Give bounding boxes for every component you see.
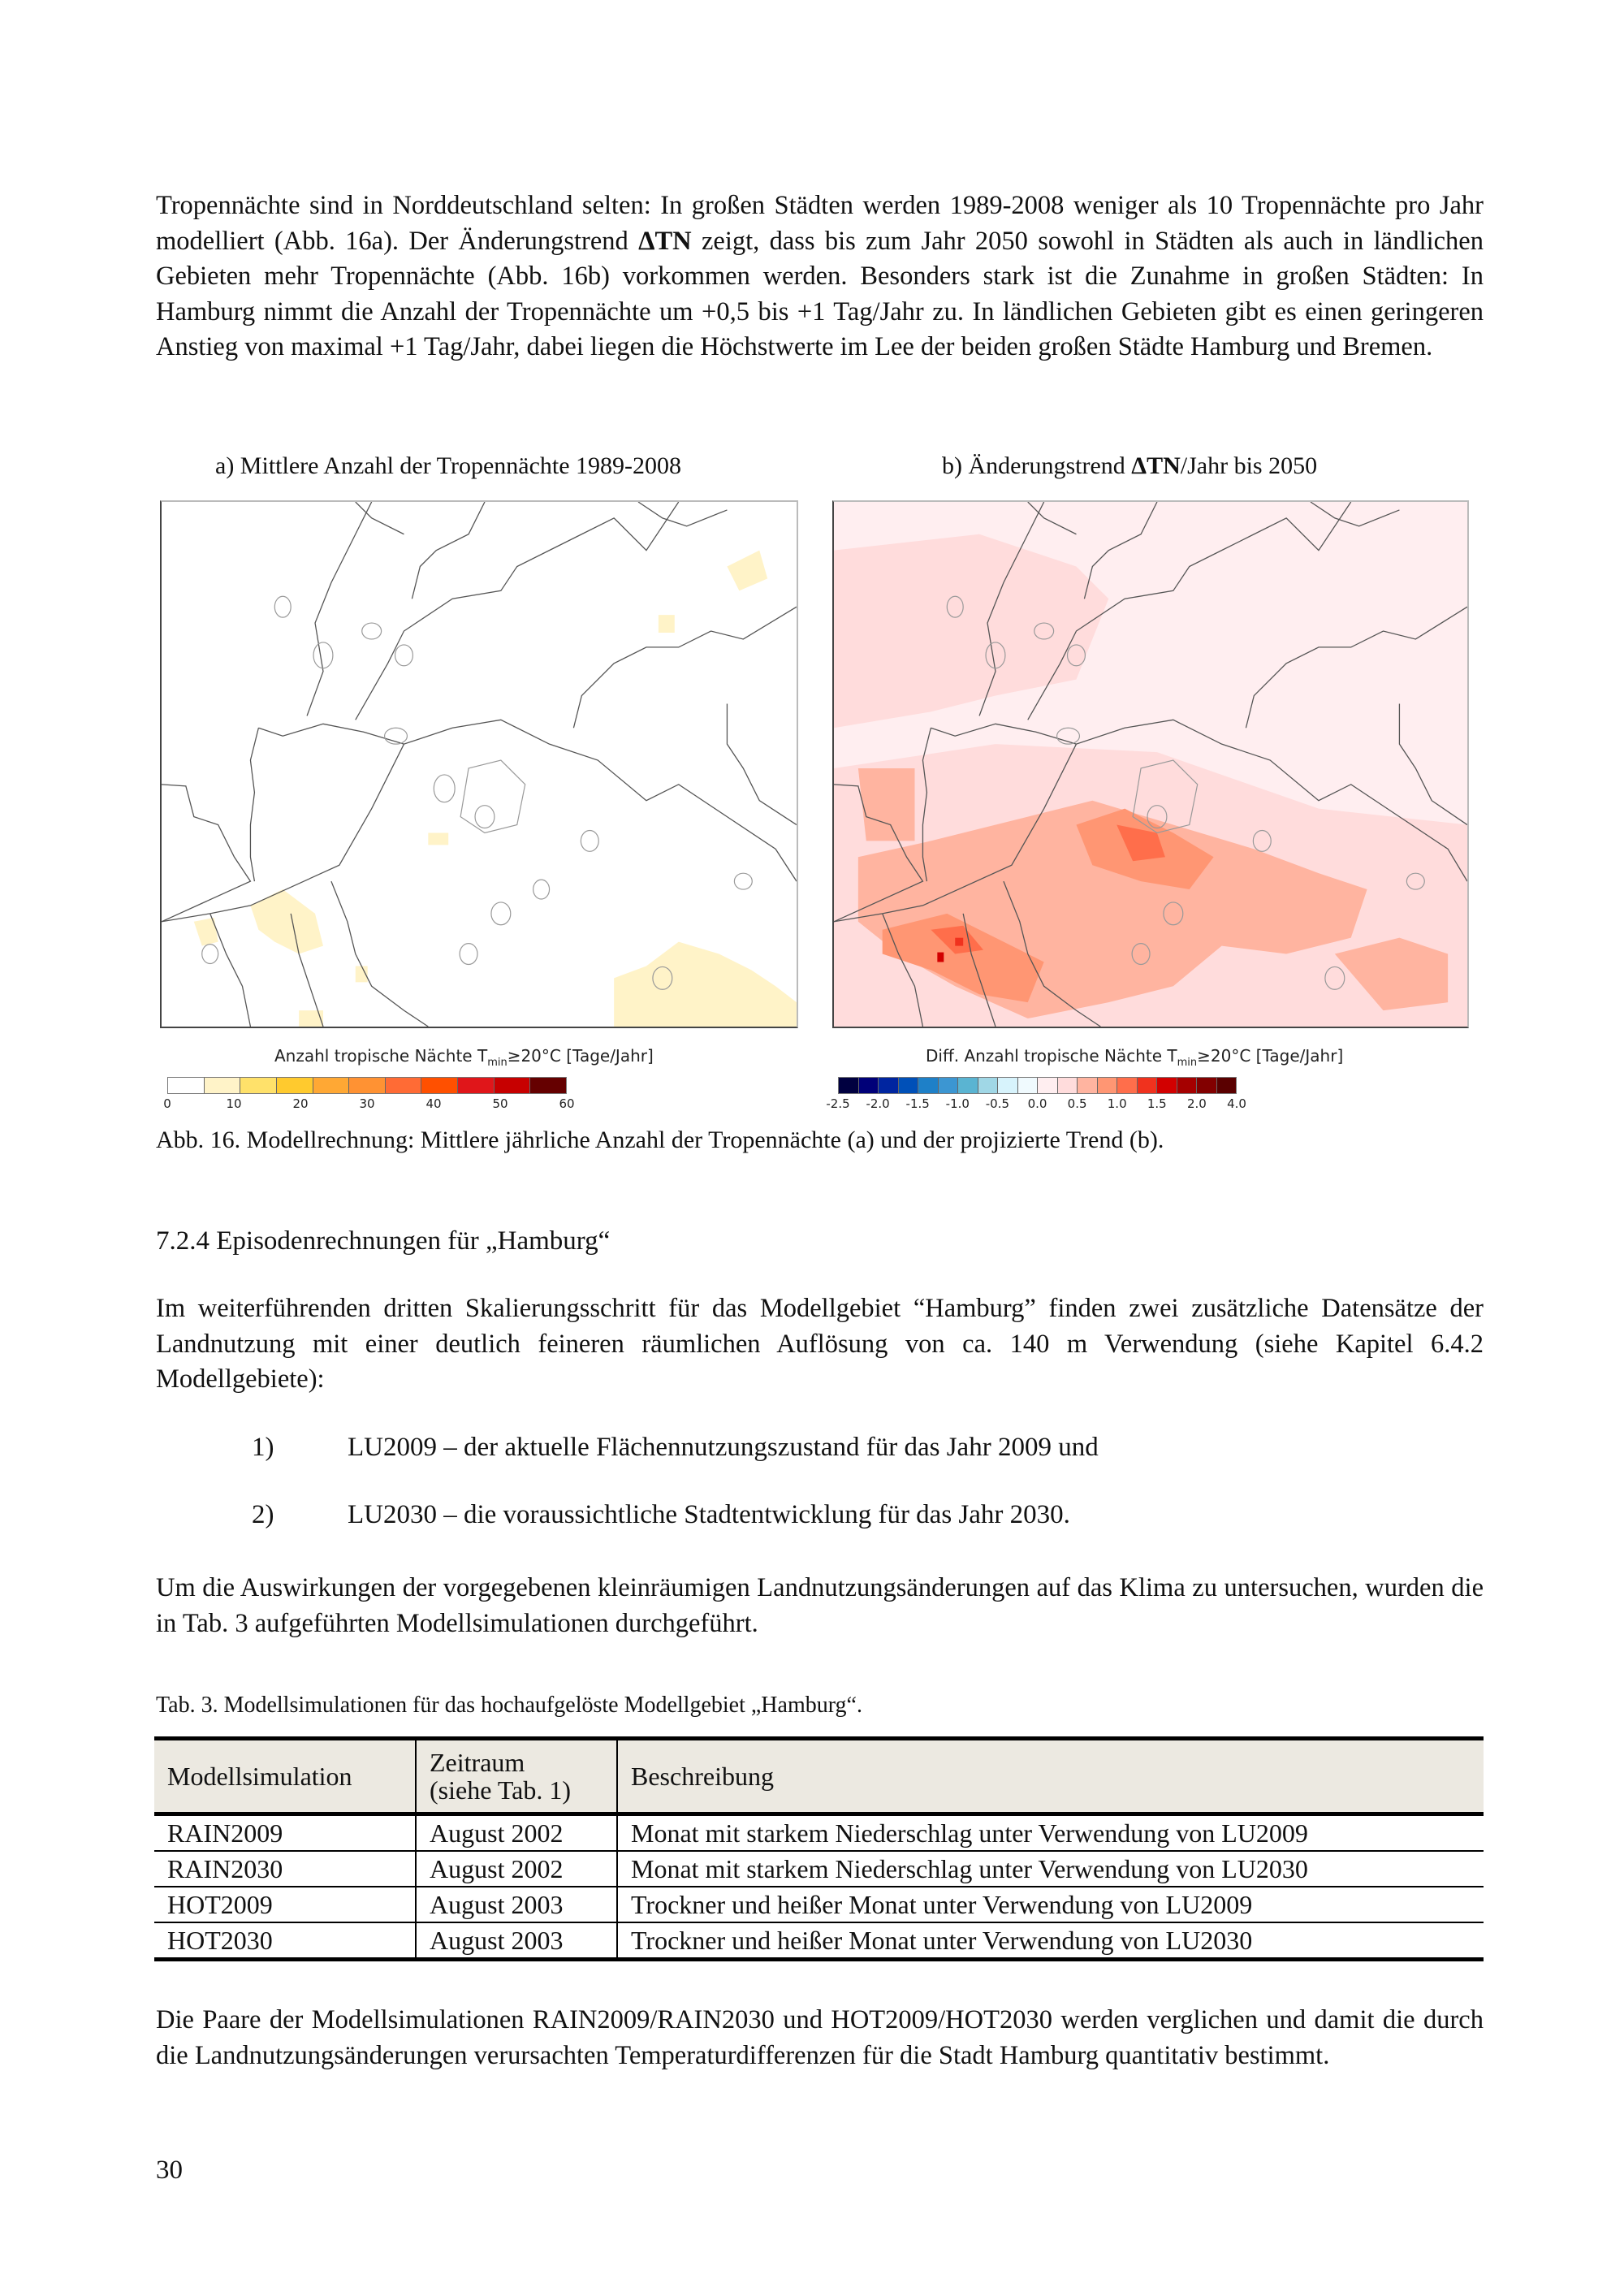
colorbar-swatch xyxy=(998,1078,1018,1093)
intro-text-part2: zeigt, dass bis zum Jahr 2050 sowohl in Städten als auch in ländlichen Gebieten mehr Tropennächte (Abb. 16b) vorkommen werden. Besonders stark ist die Zunahme in großen Städten: In Hamburg nimmt die Anzahl der Tropennächte um +0,5 bis +1 Tag/Jahr zu. In ländlichen Gebieten gibt es einen geringeren Anstieg von maximal +1 Tag/Jahr, dabei liegen die Höchstwerte im Lee der beiden großen Städte Hamburg und Bremen. xyxy=(156,226,1484,361)
table-row xyxy=(154,1922,1484,1960)
cell-simulation: HOT2009 xyxy=(154,1887,416,1922)
colorbar-tick-label: 20 xyxy=(292,1096,309,1111)
colorbar-b-title xyxy=(926,1046,1343,1069)
colorbar-swatch xyxy=(277,1078,313,1093)
figure-b-title-suffix: /Jahr bis 2050 xyxy=(1180,452,1318,479)
colorbar-swatch xyxy=(1098,1078,1118,1093)
section-heading: 7.2.4 Episodenrechnungen für „Hamburg“ xyxy=(156,1226,611,1256)
map-b-tropical-nights-trend xyxy=(832,500,1469,1028)
colorbar-tick-label: -1.0 xyxy=(945,1096,970,1111)
table-row xyxy=(154,1851,1484,1887)
colorbar-tick-label: 50 xyxy=(492,1096,508,1111)
colorbar-swatch xyxy=(939,1078,959,1093)
header-zeitraum xyxy=(416,1739,617,1814)
cell-description: Monat mit starkem Niederschlag unter Verwendung von LU2009 xyxy=(617,1814,1484,1852)
delta-tn-bold: ΔTN xyxy=(638,226,692,256)
colorbar-swatch xyxy=(386,1078,422,1093)
list-item-2-text: LU2030 – die voraussichtliche Stadtentwicklung für das Jahr 2030. xyxy=(348,1500,1070,1529)
section-paragraph-2: Um die Auswirkungen der vorgegebenen kleinräumigen Landnutzungsänderungen auf das Klima zu untersuchen, wurden die in Tab. 3 aufgeführten Modellsimulationen durchgeführt. xyxy=(156,1573,1484,1638)
colorbar-tick-label: -1.5 xyxy=(905,1096,930,1111)
colorbar-b xyxy=(838,1077,1237,1094)
colorbar-swatch xyxy=(421,1078,458,1093)
colorbar-a-subscript: min xyxy=(487,1057,508,1069)
colorbar-swatch xyxy=(1058,1078,1078,1093)
colorbar-swatch xyxy=(879,1078,899,1093)
cell-period: August 2003 xyxy=(416,1922,617,1960)
figure-b-title xyxy=(942,452,1317,481)
colorbar-tick-label: 4.0 xyxy=(1227,1096,1246,1111)
cell-period: August 2002 xyxy=(416,1814,617,1852)
map-b-graphic xyxy=(834,502,1467,1027)
colorbar-swatch xyxy=(918,1078,939,1093)
closing-paragraph: Die Paare der Modellsimulationen RAIN2009/RAIN2030 und HOT2009/HOT2030 werden verglichen und damit die durch die Landnutzungsänderungen verursachten Temperaturdifferenzen für die Stadt Hamburg quantitativ bestimmt. xyxy=(156,2005,1484,2070)
figure-caption: Abb. 16. Modellrechnung: Mittlere jährliche Anzahl der Tropennächte (a) und der projizierte Trend (b). xyxy=(156,1126,1164,1153)
section-paragraph-1: Im weiterführenden dritten Skalierungsschritt für das Modellgebiet “Hamburg” finden zwei zusätzliche Datensätze der Landnutzung mit einer deutlich feineren räumlichen Auflösung von ca. 140 m Verwendung (siehe Kapitel 6.4.2 Modellgebiete): xyxy=(156,1294,1484,1394)
colorbar-b-ticks xyxy=(826,1096,1246,1113)
colorbar-tick-label: 40 xyxy=(425,1096,442,1111)
intro-paragraph xyxy=(156,188,1484,365)
colorbar-tick-label: 1.0 xyxy=(1107,1096,1127,1111)
table-row xyxy=(154,1887,1484,1922)
colorbar-swatch xyxy=(313,1078,350,1093)
table-row xyxy=(154,1814,1484,1852)
colorbar-tick-label: 30 xyxy=(359,1096,375,1111)
page-number: 30 xyxy=(156,2155,183,2185)
colorbar-a-title-text: Anzahl tropische Nächte T xyxy=(274,1046,488,1066)
map-a-graphic xyxy=(162,502,797,1027)
colorbar-swatch xyxy=(168,1078,205,1093)
colorbar-swatch xyxy=(958,1078,978,1093)
colorbar-tick-label: -2.0 xyxy=(866,1096,890,1111)
colorbar-swatch xyxy=(1197,1078,1217,1093)
colorbar-swatch xyxy=(1038,1078,1058,1093)
cell-description: Trockner und heißer Monat unter Verwendung von LU2009 xyxy=(617,1887,1484,1922)
cell-simulation: RAIN2009 xyxy=(154,1814,416,1852)
cell-simulation: HOT2030 xyxy=(154,1922,416,1960)
colorbar-b-subscript: min xyxy=(1177,1057,1198,1069)
colorbar-tick-label: 2.0 xyxy=(1186,1096,1207,1111)
list-item-1-text: LU2009 – der aktuelle Flächennutzungszustand für das Jahr 2009 und xyxy=(348,1433,1099,1462)
colorbar-swatch xyxy=(1117,1078,1138,1093)
colorbar-swatch xyxy=(349,1078,386,1093)
header-zeitraum-line2: (siehe Tab. 1) xyxy=(430,1775,571,1805)
colorbar-swatch xyxy=(1177,1078,1198,1093)
table-caption: Tab. 3. Modellsimulationen für das hochaufgelöste Modellgebiet „Hamburg“. xyxy=(156,1693,862,1718)
colorbar-swatch xyxy=(1018,1078,1039,1093)
cell-period: August 2002 xyxy=(416,1851,617,1887)
colorbar-swatch xyxy=(859,1078,879,1093)
colorbar-tick-label: -2.5 xyxy=(826,1096,850,1111)
colorbar-swatch xyxy=(1138,1078,1158,1093)
header-zeitraum-line1: Zeitraum xyxy=(430,1748,525,1777)
colorbar-tick-label: -0.5 xyxy=(985,1096,1010,1111)
colorbar-tick-label: 60 xyxy=(559,1096,575,1111)
colorbar-swatch xyxy=(1157,1078,1177,1093)
table-header-row xyxy=(154,1739,1484,1814)
colorbar-swatch xyxy=(240,1078,277,1093)
colorbar-swatch xyxy=(1078,1078,1098,1093)
colorbar-a-title-suffix: ≥20°C [Tage/Jahr] xyxy=(507,1046,654,1066)
header-modellsimulation: Modellsimulation xyxy=(154,1739,416,1814)
colorbar-tick-label: 10 xyxy=(226,1096,242,1111)
cell-description: Monat mit starkem Niederschlag unter Verwendung von LU2030 xyxy=(617,1851,1484,1887)
colorbar-a-title xyxy=(274,1046,654,1069)
list-item-1-number: 1) xyxy=(252,1433,274,1462)
cell-period: August 2003 xyxy=(416,1887,617,1922)
colorbar-swatch xyxy=(899,1078,919,1093)
cell-description: Trockner und heißer Monat unter Verwendung von LU2030 xyxy=(617,1922,1484,1960)
simulation-table xyxy=(154,1736,1484,1961)
colorbar-b-title-suffix: ≥20°C [Tage/Jahr] xyxy=(1197,1046,1344,1066)
colorbar-a-ticks xyxy=(163,1096,575,1113)
figure-a-title: a) Mittlere Anzahl der Tropennächte 1989-2008 xyxy=(215,452,682,479)
header-beschreibung: Beschreibung xyxy=(617,1739,1484,1814)
figure-b-title-bold: ΔTN xyxy=(1131,452,1181,479)
colorbar-swatch xyxy=(839,1078,859,1093)
map-a-tropical-nights-mean xyxy=(160,500,798,1028)
intro-text-part1: Tropennächte sind in Norddeutschland selten: In großen Städten werden 1989-2008 weniger als 10 Tropennächte pro Jahr modelliert (Abb. 16a). Der Änderungstrend xyxy=(156,191,1484,256)
colorbar-tick-label: 1.5 xyxy=(1147,1096,1167,1111)
colorbar-swatch xyxy=(458,1078,495,1093)
list-item-2-number: 2) xyxy=(252,1500,274,1529)
figure-b-title-prefix: b) Änderungstrend xyxy=(942,452,1132,479)
cell-simulation: RAIN2030 xyxy=(154,1851,416,1887)
colorbar-swatch xyxy=(530,1078,566,1093)
colorbar-swatch xyxy=(978,1078,999,1093)
colorbar-swatch xyxy=(1217,1078,1237,1093)
colorbar-tick-label: 0 xyxy=(163,1096,171,1111)
colorbar-b-title-text: Diff. Anzahl tropische Nächte T xyxy=(926,1046,1177,1066)
colorbar-a xyxy=(167,1077,567,1094)
colorbar-tick-label: 0.5 xyxy=(1067,1096,1087,1111)
colorbar-swatch xyxy=(205,1078,241,1093)
colorbar-swatch xyxy=(495,1078,531,1093)
colorbar-tick-label: 0.0 xyxy=(1027,1096,1047,1111)
